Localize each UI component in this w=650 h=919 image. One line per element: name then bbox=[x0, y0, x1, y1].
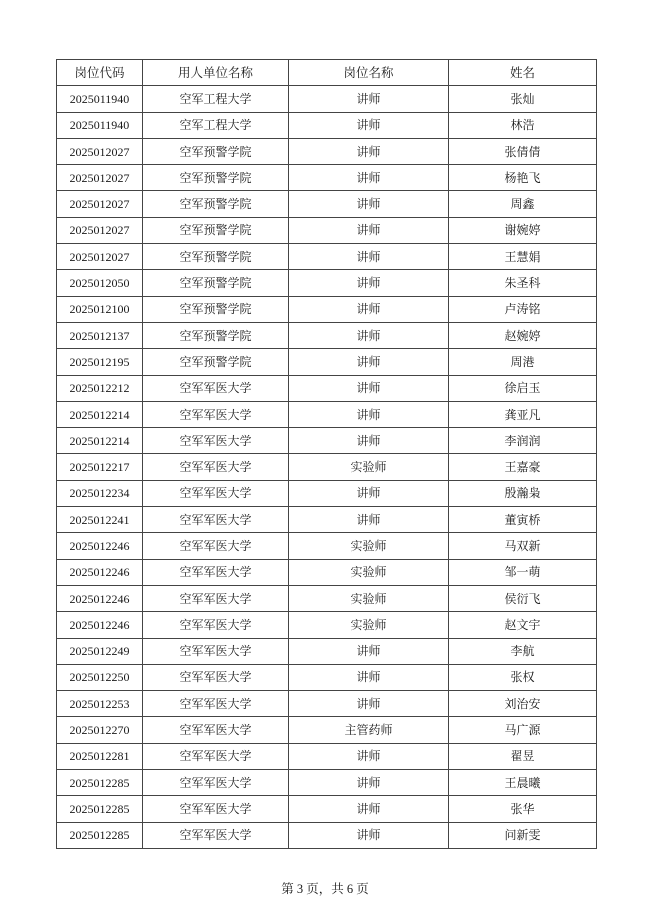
cell-employer-name: 空军军医大学 bbox=[143, 796, 289, 822]
cell-position-code: 2025012234 bbox=[57, 480, 143, 506]
cell-employer-name: 空军军医大学 bbox=[143, 507, 289, 533]
cell-employer-name: 空军预警学院 bbox=[143, 165, 289, 191]
cell-person-name: 王慧娟 bbox=[449, 244, 597, 270]
cell-person-name: 董寅桥 bbox=[449, 507, 597, 533]
header-position-name: 岗位名称 bbox=[289, 60, 449, 86]
cell-position-name: 讲师 bbox=[289, 322, 449, 348]
cell-position-name: 讲师 bbox=[289, 428, 449, 454]
cell-person-name: 刘治安 bbox=[449, 691, 597, 717]
table-body bbox=[57, 86, 597, 849]
cell-employer-name: 空军军医大学 bbox=[143, 585, 289, 611]
cell-position-name: 讲师 bbox=[289, 822, 449, 848]
cell-position-code: 2025012246 bbox=[57, 612, 143, 638]
table-row bbox=[57, 480, 597, 506]
cell-position-code: 2025012027 bbox=[57, 244, 143, 270]
table-row bbox=[57, 217, 597, 243]
cell-employer-name: 空军工程大学 bbox=[143, 112, 289, 138]
cell-position-name: 讲师 bbox=[289, 743, 449, 769]
cell-position-code: 2025012050 bbox=[57, 270, 143, 296]
table-row bbox=[57, 691, 597, 717]
cell-position-code: 2025012027 bbox=[57, 191, 143, 217]
cell-position-code: 2025012241 bbox=[57, 507, 143, 533]
table-row bbox=[57, 244, 597, 270]
table-row bbox=[57, 585, 597, 611]
cell-position-name: 讲师 bbox=[289, 480, 449, 506]
cell-position-name: 讲师 bbox=[289, 507, 449, 533]
cell-position-name: 讲师 bbox=[289, 349, 449, 375]
cell-person-name: 殷瀚枭 bbox=[449, 480, 597, 506]
cell-person-name: 周港 bbox=[449, 349, 597, 375]
cell-person-name: 问新雯 bbox=[449, 822, 597, 848]
cell-person-name: 李润润 bbox=[449, 428, 597, 454]
cell-position-code: 2025012249 bbox=[57, 638, 143, 664]
cell-position-code: 2025012270 bbox=[57, 717, 143, 743]
cell-person-name: 马双新 bbox=[449, 533, 597, 559]
cell-person-name: 徐启玉 bbox=[449, 375, 597, 401]
table-row bbox=[57, 322, 597, 348]
cell-person-name: 张灿 bbox=[449, 86, 597, 112]
cell-position-name: 讲师 bbox=[289, 244, 449, 270]
cell-position-code: 2025012281 bbox=[57, 743, 143, 769]
cell-person-name: 侯衍飞 bbox=[449, 585, 597, 611]
cell-employer-name: 空军军医大学 bbox=[143, 454, 289, 480]
cell-position-name: 讲师 bbox=[289, 375, 449, 401]
cell-person-name: 朱圣科 bbox=[449, 270, 597, 296]
cell-position-name: 实验师 bbox=[289, 559, 449, 585]
cell-position-name: 讲师 bbox=[289, 112, 449, 138]
cell-position-code: 2025012027 bbox=[57, 165, 143, 191]
cell-employer-name: 空军预警学院 bbox=[143, 244, 289, 270]
cell-position-name: 主管药师 bbox=[289, 717, 449, 743]
cell-position-code: 2025011940 bbox=[57, 86, 143, 112]
cell-employer-name: 空军军医大学 bbox=[143, 691, 289, 717]
cell-person-name: 张华 bbox=[449, 796, 597, 822]
cell-person-name: 张权 bbox=[449, 664, 597, 690]
cell-position-code: 2025012246 bbox=[57, 533, 143, 559]
header-person-name: 姓名 bbox=[449, 60, 597, 86]
cell-position-code: 2025012195 bbox=[57, 349, 143, 375]
cell-position-name: 讲师 bbox=[289, 165, 449, 191]
cell-position-name: 讲师 bbox=[289, 217, 449, 243]
cell-position-code: 2025012212 bbox=[57, 375, 143, 401]
table-row bbox=[57, 191, 597, 217]
table-row bbox=[57, 796, 597, 822]
cell-position-name: 实验师 bbox=[289, 454, 449, 480]
cell-employer-name: 空军军医大学 bbox=[143, 559, 289, 585]
table-row bbox=[57, 717, 597, 743]
cell-employer-name: 空军预警学院 bbox=[143, 322, 289, 348]
cell-employer-name: 空军军医大学 bbox=[143, 533, 289, 559]
table-row bbox=[57, 664, 597, 690]
cell-person-name: 马广源 bbox=[449, 717, 597, 743]
cell-employer-name: 空军预警学院 bbox=[143, 138, 289, 164]
cell-position-name: 讲师 bbox=[289, 664, 449, 690]
cell-employer-name: 空军军医大学 bbox=[143, 480, 289, 506]
cell-position-name: 讲师 bbox=[289, 86, 449, 112]
cell-employer-name: 空军军医大学 bbox=[143, 401, 289, 427]
cell-position-name: 讲师 bbox=[289, 638, 449, 664]
table-row bbox=[57, 770, 597, 796]
cell-position-code: 2025012027 bbox=[57, 138, 143, 164]
cell-position-code: 2025012217 bbox=[57, 454, 143, 480]
cell-employer-name: 空军工程大学 bbox=[143, 86, 289, 112]
cell-position-code: 2025012137 bbox=[57, 322, 143, 348]
table-header bbox=[57, 60, 597, 86]
cell-position-code: 2025012246 bbox=[57, 585, 143, 611]
table-row bbox=[57, 559, 597, 585]
personnel-table bbox=[56, 59, 597, 849]
table-row bbox=[57, 349, 597, 375]
page-number: 第 3 页，共 6 页 bbox=[281, 882, 369, 896]
cell-position-code: 2025012285 bbox=[57, 796, 143, 822]
table-row bbox=[57, 296, 597, 322]
cell-position-code: 2025012214 bbox=[57, 428, 143, 454]
cell-employer-name: 空军军医大学 bbox=[143, 770, 289, 796]
cell-employer-name: 空军军医大学 bbox=[143, 743, 289, 769]
cell-position-name: 讲师 bbox=[289, 401, 449, 427]
cell-person-name: 谢婉婷 bbox=[449, 217, 597, 243]
header-row bbox=[57, 60, 597, 86]
cell-employer-name: 空军军医大学 bbox=[143, 822, 289, 848]
cell-position-name: 实验师 bbox=[289, 585, 449, 611]
table-row bbox=[57, 375, 597, 401]
table-row bbox=[57, 454, 597, 480]
cell-position-name: 讲师 bbox=[289, 296, 449, 322]
cell-position-code: 2025012285 bbox=[57, 770, 143, 796]
cell-person-name: 邹一萌 bbox=[449, 559, 597, 585]
cell-employer-name: 空军军医大学 bbox=[143, 375, 289, 401]
cell-person-name: 王晨曦 bbox=[449, 770, 597, 796]
cell-person-name: 李航 bbox=[449, 638, 597, 664]
cell-position-name: 讲师 bbox=[289, 270, 449, 296]
header-employer-name: 用人单位名称 bbox=[143, 60, 289, 86]
cell-person-name: 杨艳飞 bbox=[449, 165, 597, 191]
table-row bbox=[57, 612, 597, 638]
cell-employer-name: 空军军医大学 bbox=[143, 664, 289, 690]
cell-position-code: 2025012250 bbox=[57, 664, 143, 690]
table-row bbox=[57, 533, 597, 559]
cell-person-name: 卢涛铭 bbox=[449, 296, 597, 322]
table-row bbox=[57, 112, 597, 138]
cell-person-name: 王嘉豪 bbox=[449, 454, 597, 480]
cell-position-name: 讲师 bbox=[289, 796, 449, 822]
table-row bbox=[57, 743, 597, 769]
cell-employer-name: 空军军医大学 bbox=[143, 428, 289, 454]
cell-person-name: 林浩 bbox=[449, 112, 597, 138]
cell-position-name: 讲师 bbox=[289, 138, 449, 164]
cell-employer-name: 空军预警学院 bbox=[143, 270, 289, 296]
cell-person-name: 赵婉婷 bbox=[449, 322, 597, 348]
cell-position-name: 讲师 bbox=[289, 770, 449, 796]
cell-employer-name: 空军预警学院 bbox=[143, 349, 289, 375]
cell-position-code: 2025011940 bbox=[57, 112, 143, 138]
table-row bbox=[57, 822, 597, 848]
cell-employer-name: 空军预警学院 bbox=[143, 191, 289, 217]
cell-position-code: 2025012285 bbox=[57, 822, 143, 848]
table-row bbox=[57, 401, 597, 427]
cell-position-name: 讲师 bbox=[289, 191, 449, 217]
cell-person-name: 赵文宇 bbox=[449, 612, 597, 638]
cell-employer-name: 空军预警学院 bbox=[143, 296, 289, 322]
header-position-code: 岗位代码 bbox=[57, 60, 143, 86]
cell-person-name: 周鑫 bbox=[449, 191, 597, 217]
cell-position-code: 2025012246 bbox=[57, 559, 143, 585]
table-row bbox=[57, 270, 597, 296]
cell-position-code: 2025012027 bbox=[57, 217, 143, 243]
cell-position-name: 实验师 bbox=[289, 612, 449, 638]
table-row bbox=[57, 507, 597, 533]
cell-employer-name: 空军军医大学 bbox=[143, 638, 289, 664]
cell-position-name: 讲师 bbox=[289, 691, 449, 717]
table-row bbox=[57, 86, 597, 112]
table-row bbox=[57, 165, 597, 191]
cell-person-name: 龚亚凡 bbox=[449, 401, 597, 427]
cell-employer-name: 空军军医大学 bbox=[143, 612, 289, 638]
cell-position-code: 2025012214 bbox=[57, 401, 143, 427]
cell-position-code: 2025012100 bbox=[57, 296, 143, 322]
table-row bbox=[57, 428, 597, 454]
cell-employer-name: 空军军医大学 bbox=[143, 717, 289, 743]
table-row bbox=[57, 138, 597, 164]
cell-position-code: 2025012253 bbox=[57, 691, 143, 717]
cell-position-name: 实验师 bbox=[289, 533, 449, 559]
cell-person-name: 翟昱 bbox=[449, 743, 597, 769]
table-row bbox=[57, 638, 597, 664]
cell-person-name: 张倩倩 bbox=[449, 138, 597, 164]
cell-employer-name: 空军预警学院 bbox=[143, 217, 289, 243]
